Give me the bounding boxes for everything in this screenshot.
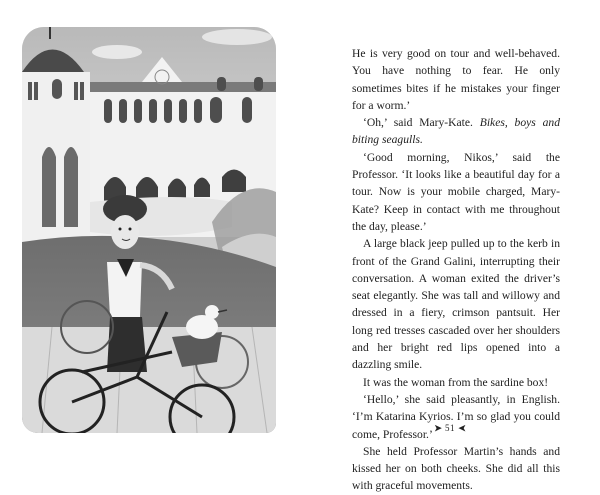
left-page <box>0 0 300 463</box>
paragraph: She held Professor Martin’s hands and kissed her on both cheeks. She did all this with graceful movements. <box>352 444 560 493</box>
paragraph-text: ‘Oh,’ said Mary-Kate. <box>363 116 480 130</box>
paragraph <box>352 114 560 149</box>
paragraph: ‘Good morning, Nikos,’ said the Professor. ‘It looks like a beautiful day for a tour. Now is your mobile charged, Mary-Kate? Keep in contact with me throughout the day, please.’ <box>352 150 560 233</box>
page-number-folio <box>300 423 600 434</box>
illustration <box>22 27 276 433</box>
illustration-artwork <box>22 27 276 433</box>
paragraph: He is very good on tour and well-behaved. You have nothing to fear. He only sometimes bites if he mistakes your finger for a worm.’ <box>352 47 560 112</box>
italic-thought: Bikes, boys and biting seagulls. <box>352 116 560 147</box>
paragraph: It was the woman from the sardine box! <box>363 375 549 389</box>
ornament-right-icon: ➤ <box>457 423 466 433</box>
right-page <box>300 0 600 493</box>
ornament-left-icon: ➤ <box>434 423 443 433</box>
paragraph: ‘Hello,’ she said pleasantly, in English. ‘I’m Katarina Kyrios. I’m so glad you could come, Professor.’ <box>352 392 560 441</box>
page-number: 51 <box>445 423 455 433</box>
paragraph: A large black jeep pulled up to the kerb in front of the Grand Galini, interrupting their conversation. A woman exited the driver’s seat elegantly. She was tall and willowy and dressed in a fiery, crimson pantsuit. Her long red tresses cascaded over her shoulders and her bright red lips opened into a dazzling smile. <box>352 237 560 372</box>
